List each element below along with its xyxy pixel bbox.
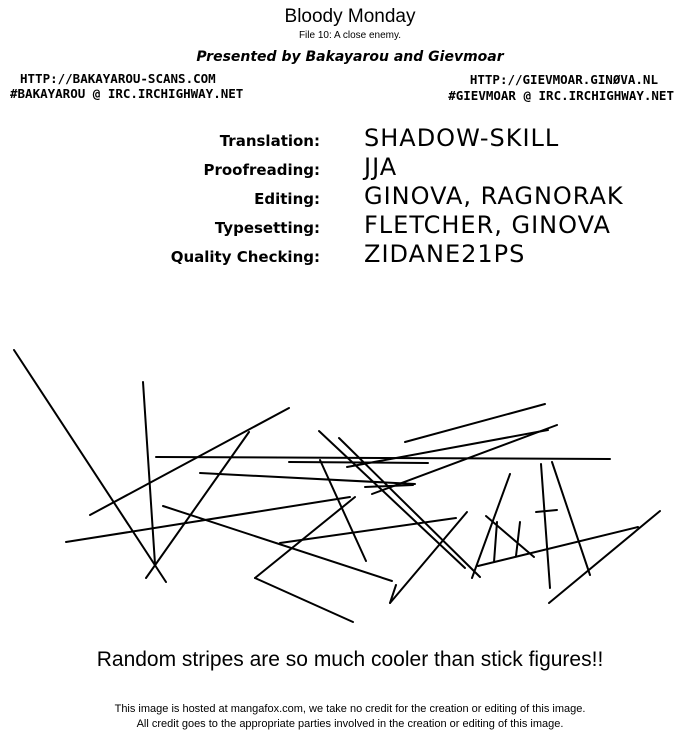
stripe-line	[541, 464, 550, 588]
left-irc: #BAKAYAROU @ IRC.IRCHIGHWAY.NET	[10, 86, 244, 101]
footer-disclaimer-line1: This image is hosted at mangafox.com, we take no credit for the creation or editing of this image.	[114, 703, 586, 715]
credit-role: Proofreading:	[203, 161, 320, 179]
stripe-line	[516, 522, 520, 556]
credit-role: Typesetting:	[214, 219, 320, 237]
page-title: Bloody Monday	[284, 6, 416, 27]
credit-name: JJA	[364, 153, 398, 181]
right-url: HTTP://GIEVMOAR.GINØVA.NL	[469, 72, 658, 87]
stripe-line	[320, 460, 366, 561]
stripe-line	[486, 516, 534, 557]
stripe-line	[156, 457, 610, 459]
left-url: HTTP://BAKAYAROU-SCANS.COM	[20, 71, 216, 86]
presented-by: Presented by Bakayarou and Gievmoar	[196, 49, 504, 65]
stripe-line	[90, 408, 289, 515]
stripe-line	[347, 430, 548, 467]
stripe-line	[536, 510, 557, 512]
credit-role: Editing:	[254, 190, 320, 208]
stripe-line	[255, 578, 353, 622]
credit-name: GINOVA, RAGNORAK	[364, 182, 624, 210]
stripe-line	[280, 518, 456, 543]
stripe-line	[143, 382, 155, 564]
stripe-line	[289, 462, 428, 463]
right-irc: #GIEVMOAR @ IRC.IRCHIGHWAY.NET	[448, 88, 674, 103]
footer-disclaimer-line2: All credit goes to the appropriate parties involved in the creation or editing of this image.	[136, 718, 564, 730]
credit-name: ZIDANE21PS	[364, 240, 526, 268]
credit-role: Quality Checking:	[170, 248, 320, 266]
stripe-line	[549, 511, 660, 603]
credit-name: FLETCHER, GINOVA	[364, 211, 611, 239]
stripe-line	[494, 522, 497, 562]
caption-text: Random stripes are so much cooler than stick figures!!	[96, 648, 604, 671]
stripe-line	[478, 527, 638, 566]
stripe-line	[552, 462, 590, 575]
credit-role: Translation:	[219, 132, 320, 150]
chapter-subtitle: File 10: A close enemy.	[298, 30, 402, 41]
credit-name: SHADOW-SKILL	[364, 124, 560, 152]
stripe-line	[146, 432, 249, 578]
stripe-line	[319, 431, 465, 568]
